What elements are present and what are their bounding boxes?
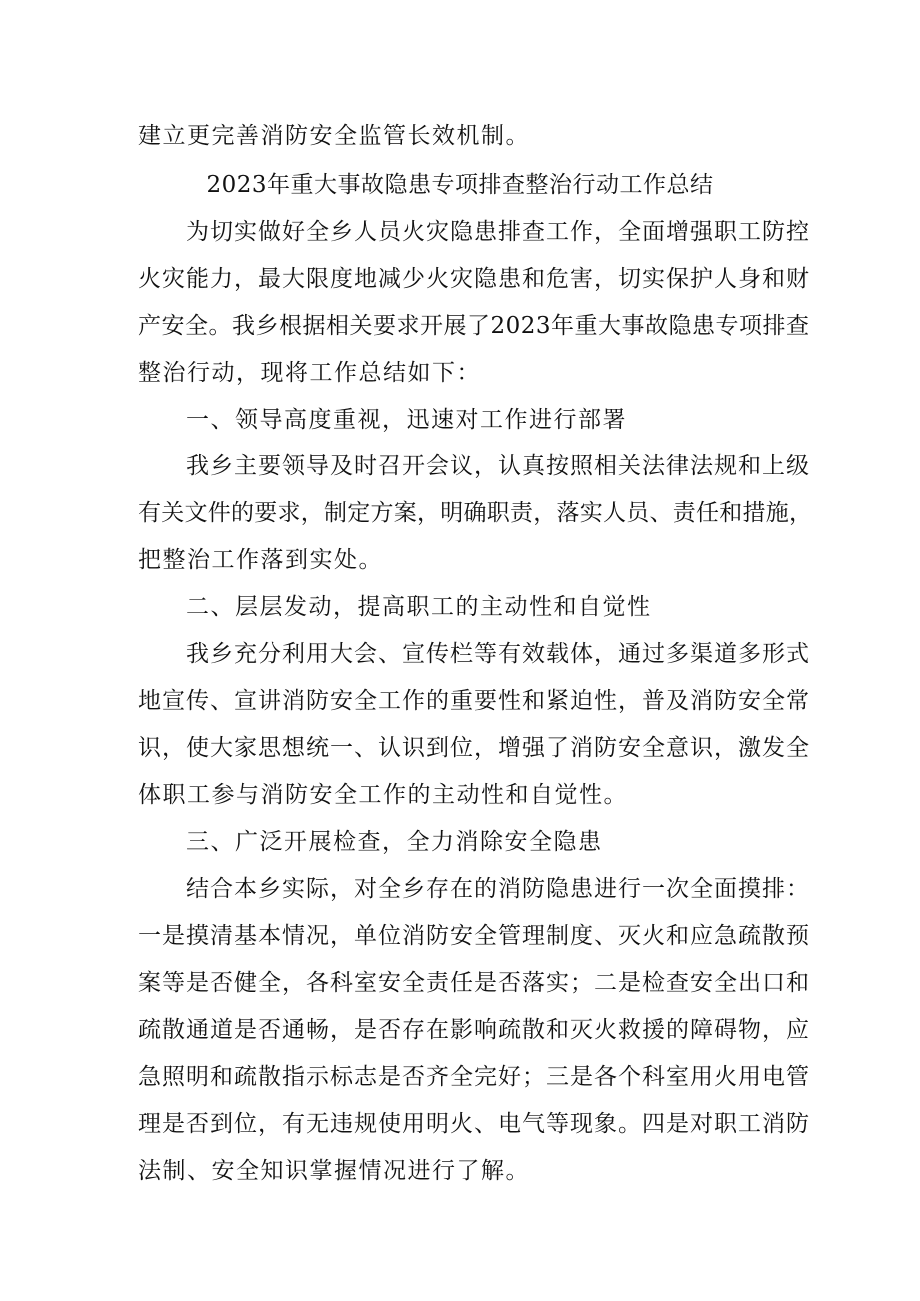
section-heading-3: 三、广泛开展检查，全力消除安全隐患 [186,829,603,855]
section3-line: 理是否到位，有无违规使用明火、电气等现象。四是对职工消防 [138,1111,810,1137]
section-heading-2: 二、层层发动，提高职工的主动性和自觉性 [186,594,652,620]
section3-line: 案等是否健全，各科室安全责任是否落实；二是检查安全出口和 [138,970,810,996]
intro-line: 火灾能力，最大限度地减少火灾隐患和危害，切实保护人身和财 [138,266,810,292]
section3-line: 急照明和疏散指示标志是否齐全完好；三是各个科室用火用电管 [138,1064,810,1090]
section2-line: 体职工参与消防安全工作的主动性和自觉性。 [138,782,628,808]
intro-line: 整治行动，现将工作总结如下： [138,360,481,386]
section3-line: 疏散通道是否通畅，是否存在影响疏散和灭火救援的障碍物，应 [138,1017,810,1043]
opening-line: 建立更完善消防安全监管长效机制。 [138,123,530,149]
section3-line: 一是摸清基本情况，单位消防安全管理制度、灭火和应急疏散预 [138,923,810,949]
section-heading-1: 一、领导高度重视，迅速对工作进行部署 [186,407,627,433]
section1-line: 我乡主要领导及时召开会议，认真按照相关法律法规和上级 [186,453,810,479]
section2-line: 地宣传、宣讲消防安全工作的重要性和紧迫性，普及消防安全常 [138,688,810,714]
section2-line: 识，使大家思想统一、认识到位，增强了消防安全意识，激发全 [138,735,810,761]
intro-line: 产安全。我乡根据相关要求开展了2023年重大事故隐患专项排查 [138,313,810,339]
intro-line: 为切实做好全乡人员火灾隐患排查工作，全面增强职工防控 [186,219,810,245]
section3-line: 结合本乡实际，对全乡存在的消防隐患进行一次全面摸排： [186,876,810,902]
section1-line: 有关文件的要求，制定方案，明确职责，落实人员、责任和措施， [138,500,813,526]
section1-line: 把整治工作落到实处。 [138,547,383,573]
section2-line: 我乡充分利用大会、宣传栏等有效载体，通过多渠道多形式 [186,641,810,667]
document-title: 2023年重大事故隐患专项排查整治行动工作总结 [206,172,714,198]
section3-line: 法制、安全知识掌握情况进行了解。 [138,1158,530,1184]
